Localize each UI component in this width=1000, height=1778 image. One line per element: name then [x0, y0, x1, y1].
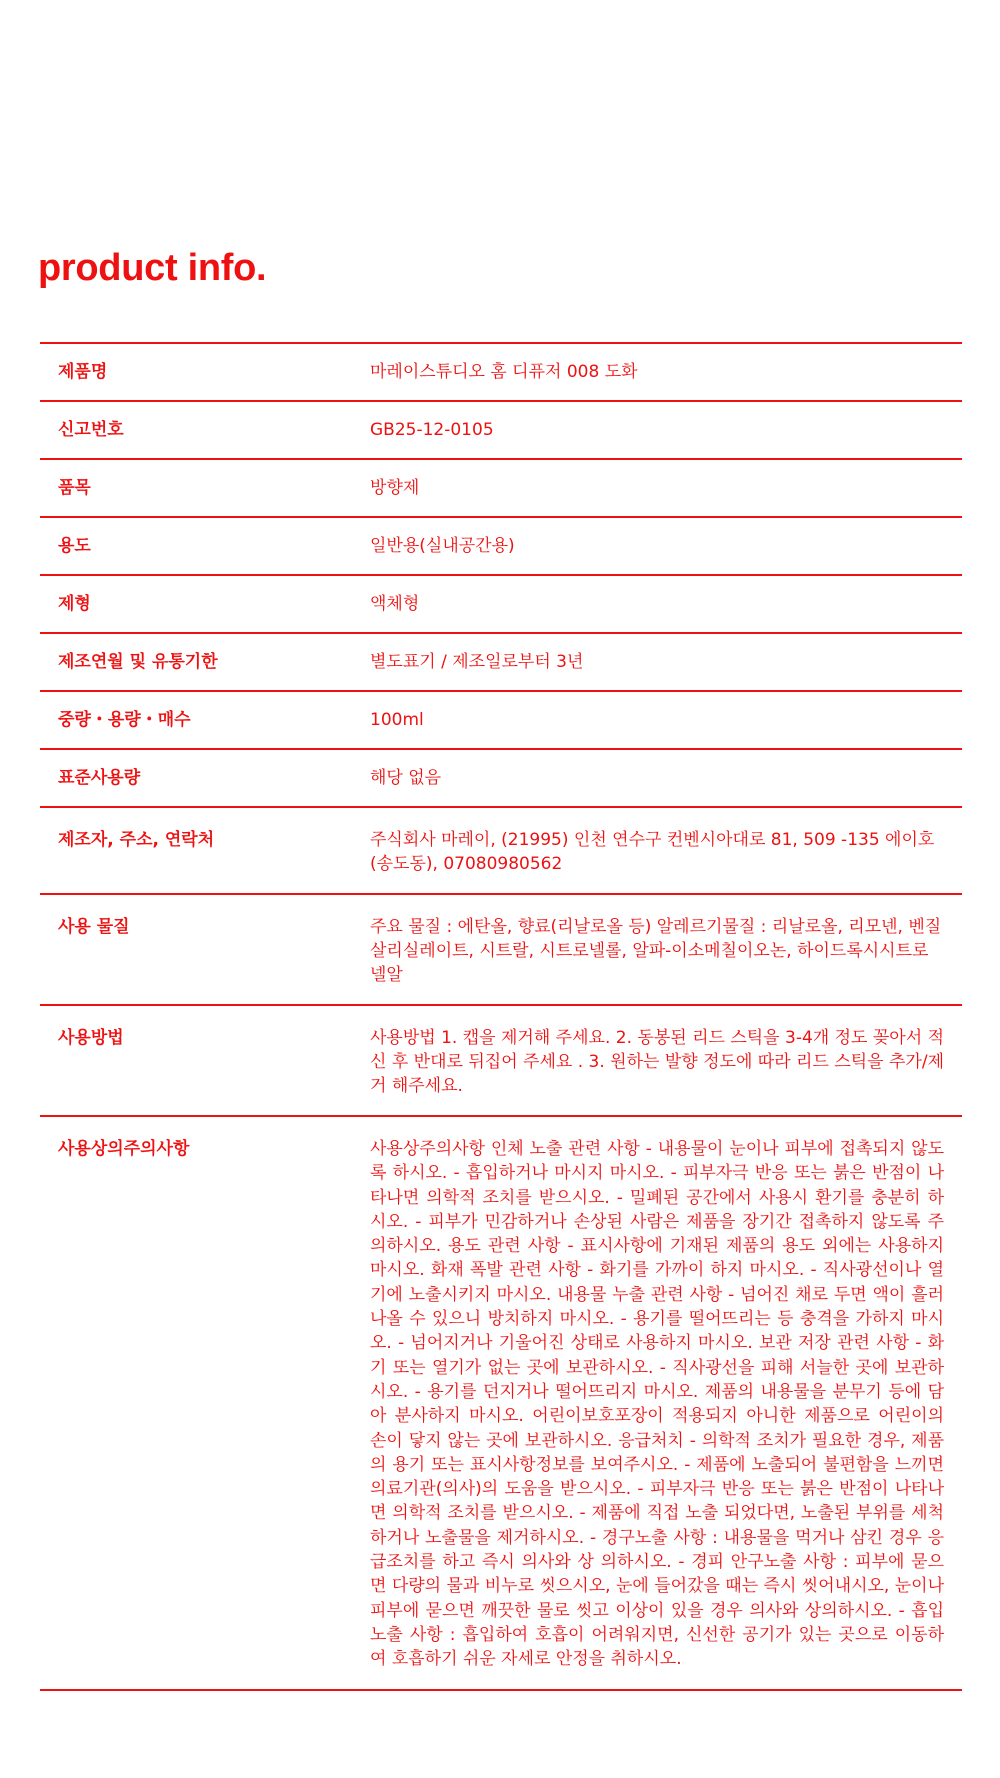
- product-info-table: [40, 342, 962, 1691]
- row-value: 해당 없음: [370, 768, 442, 788]
- row-label: 제형: [58, 594, 91, 614]
- row-label: 제조자, 주소, 연락처: [58, 830, 215, 850]
- row-label: 품목: [58, 478, 91, 498]
- row-value: 주요 물질 : 에탄올, 향료(리날로올 등) 알레르기물질 : 리날로올, 리모넨, 벤질살리실레이트, 시트랄, 시트로넬롤, 알파-이소메칠이오논, 하이드록시시트로넬알: [370, 917, 942, 985]
- row-value: 일반용(실내공간용): [370, 536, 515, 556]
- info-row-item-type: [40, 460, 962, 518]
- row-label: 중량・용량・매수: [58, 710, 191, 730]
- info-row-substances: [40, 895, 962, 1006]
- row-label: 신고번호: [58, 420, 124, 440]
- info-row-report-number: [40, 402, 962, 460]
- info-row-precautions: [40, 1117, 962, 1691]
- page-title: product info.: [38, 247, 267, 289]
- info-row-product-name: [40, 344, 962, 402]
- info-row-usage-purpose: [40, 518, 962, 576]
- row-value: 액체형: [370, 594, 420, 614]
- row-label: 표준사용량: [58, 768, 141, 788]
- row-label: 용도: [58, 536, 91, 556]
- info-row-standard-usage: [40, 750, 962, 808]
- info-row-formulation: [40, 576, 962, 634]
- info-row-manufacturer: [40, 808, 962, 895]
- row-value: 마레이스튜디오 홈 디퓨저 008 도화: [370, 362, 638, 382]
- row-label: 사용방법: [58, 1028, 124, 1048]
- row-label: 사용 물질: [58, 917, 130, 937]
- row-value: GB25-12-0105: [370, 420, 494, 440]
- info-row-weight-volume: [40, 692, 962, 750]
- row-value: 주식회사 마레이, (21995) 인천 연수구 컨벤시아대로 81, 509 -135 에이호 (송도동), 07080980562: [370, 830, 935, 874]
- row-value: 사용방법 1. 캡을 제거해 주세요. 2. 동봉된 리드 스틱을 3-4개 정도 꽂아서 적신 후 반대로 뒤집어 주세요 . 3. 원하는 발향 정도에 따라 리드 스틱을 추가/제거 해주세요.: [370, 1028, 944, 1096]
- row-label: 사용상의주의사항: [58, 1139, 190, 1159]
- row-label: 제조연월 및 유통기한: [58, 652, 218, 672]
- row-value: 사용상주의사항 인체 노출 관련 사항 - 내용물이 눈이나 피부에 접촉되지 않도록 하시오. - 흡입하거나 마시지 마시오. - 피부자극 반응 또는 붉은 반점이 나타나면 의학적 조치를 받으시오. - 밀폐된 공간에서 사용시 환기를 충분히 하시오. - 피부가 민감하거나 손상된 사람은 제품을 장기간 접촉하지 않도록 주의하시오. 용도 관련 사항 - 표시사항에 기재된 제품의 용도 외에는 사용하지 마시오. 화재 폭발 관련 사항 - 화기를 가까이 하지 마시오. - 직사광선이나 열기에 노출시키지 마시오. 내용물 누출 관련 사항 - 넘어진 채로 두면 액이 흘러나올 수 있으니 방치하지 마시오. - 용기를 떨어뜨리는 등 충격을 가하지 마시오. - 넘어지거나 기울어진 상태로 사용하지 마시오. 보관 저장 관련 사항 - 화기 또는 열기가 없는 곳에 보관하시오. - 직사광선을 피해 서늘한 곳에 보관하시오. - 용기를 던지거나 떨어뜨리지 마시오. 제품의 내용물을 분무기 등에 담아 분사하지 마시오. 어린이보호포장이 적용되지 아니한 제품으로 어린이의 손이 닿지 않는 곳에 보관하시오. 응급처치 - 의학적 조치가 필요한 경우, 제품의 용기 또는 표시사항정보를 보여주시오. - 제품에 노출되어 불편함을 느끼면 의료기관(의사)의 도움을 받으시오. - 피부자극 반응 또는 붉은 반점이 나타나면 의학적 조치를 받으시오. - 제품에 직접 노출 되었다면, 노출된 부위를 세척하거나 노출물을 제거하시오. - 경구노출 사항 : 내용물을 먹거나 삼킨 경우 응급조치를 하고 즉시 의사와 상 의하시오. - 경피 안구노출 사항 : 피부에 묻으면 다량의 물과 비누로 씻으시오, 눈에 들어갔을 때는 즉시 씻어내시오, 눈이나 피부에 묻으면 깨끗한 물로 씻고 이상이 있을 경우 의사와 상의하시오. - 흡입노출 사항 : 흡입하여 호흡이 어려워지면, 신선한 공기가 있는 곳으로 이동하여 호흡하기 쉬운 자세로 안정을 취하시오.: [370, 1139, 944, 1670]
- row-value: 방향제: [370, 478, 420, 498]
- row-value: 100ml: [370, 710, 424, 730]
- info-row-manufacture-expiry: [40, 634, 962, 692]
- row-value: 별도표기 / 제조일로부터 3년: [370, 652, 584, 672]
- row-label: 제품명: [58, 362, 108, 382]
- info-row-directions: [40, 1006, 962, 1117]
